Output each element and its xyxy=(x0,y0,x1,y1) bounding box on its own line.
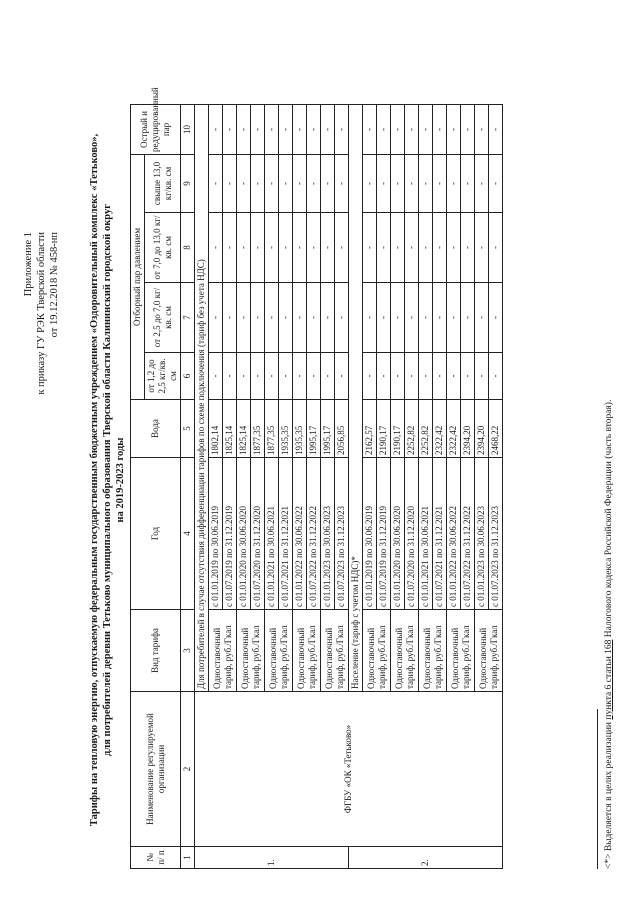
empty-value-dash: - xyxy=(419,104,433,154)
empty-value-dash: - xyxy=(279,353,293,400)
empty-value-dash: - xyxy=(223,154,237,212)
tariff-period: с 01.01.2021 по 30.06.2021 xyxy=(265,458,279,610)
document-title xyxy=(88,95,127,865)
empty-value-dash: - xyxy=(447,283,461,353)
water-tariff-value: 1825,14 xyxy=(223,400,237,458)
empty-value-dash: - xyxy=(223,104,237,154)
empty-value-dash: - xyxy=(335,104,349,154)
water-tariff-value: 2190,17 xyxy=(377,400,391,458)
water-tariff-value: 2468,22 xyxy=(489,400,503,458)
section-title: Для потребителей в случае отсутствия дифференциации тарифов по схеме подключения (тариф без учета НДС) xyxy=(195,104,209,691)
header-index-cell: 5 xyxy=(181,400,195,458)
tariff-period: с 01.01.2022 по 30.06.2022 xyxy=(447,458,461,610)
tariff-period: с 01.07.2022 по 31.12.2022 xyxy=(307,458,321,610)
empty-value-dash: - xyxy=(293,154,307,212)
empty-value-dash: - xyxy=(251,154,265,212)
empty-value-dash: - xyxy=(419,213,433,283)
appendix-line-1: Приложение 1 xyxy=(23,232,34,297)
header-vid: Вид тарифа xyxy=(131,610,181,692)
tariff-table xyxy=(130,87,503,869)
empty-value-dash: - xyxy=(433,154,447,212)
water-tariff-value: 2394,20 xyxy=(475,400,489,458)
header-index-cell: 2 xyxy=(181,692,195,847)
empty-value-dash: - xyxy=(405,283,419,353)
water-tariff-value: 2056,85 xyxy=(335,400,349,458)
empty-value-dash: - xyxy=(293,353,307,400)
empty-value-dash: - xyxy=(377,213,391,283)
empty-value-dash: - xyxy=(237,213,251,283)
empty-value-dash: - xyxy=(293,283,307,353)
empty-value-dash: - xyxy=(391,213,405,283)
tariff-type: Одноставочный тариф, руб./Гкал xyxy=(391,610,419,692)
empty-value-dash: - xyxy=(209,283,223,353)
empty-value-dash: - xyxy=(251,283,265,353)
tariff-type: Одноставочный тариф, руб./Гкал xyxy=(265,610,293,692)
water-tariff-value: 1935,35 xyxy=(293,400,307,458)
tariff-type: Одноставочный тариф, руб./Гкал xyxy=(475,610,503,692)
empty-value-dash: - xyxy=(335,353,349,400)
empty-value-dash: - xyxy=(447,213,461,283)
empty-value-dash: - xyxy=(489,283,503,353)
empty-value-dash: - xyxy=(279,213,293,283)
empty-value-dash: - xyxy=(433,104,447,154)
water-tariff-value: 1825,14 xyxy=(237,400,251,458)
tariff-period: с 01.07.2023 по 31.12.2023 xyxy=(335,458,349,610)
empty-value-dash: - xyxy=(447,154,461,212)
header-index-cell: 4 xyxy=(181,458,195,610)
water-tariff-value: 1877,35 xyxy=(251,400,265,458)
header-index-cell: 6 xyxy=(181,353,195,400)
empty-value-dash: - xyxy=(377,353,391,400)
tariff-period: с 01.07.2022 по 31.12.2022 xyxy=(461,458,475,610)
header-index-cell: 7 xyxy=(181,283,195,353)
header-index-cell: 8 xyxy=(181,213,195,283)
empty-value-dash: - xyxy=(237,154,251,212)
section-number: 2. xyxy=(349,847,503,869)
tariff-period: с 01.07.2019 по 31.12.2019 xyxy=(223,458,237,610)
empty-value-dash: - xyxy=(461,353,475,400)
water-tariff-value: 1877,35 xyxy=(265,400,279,458)
empty-value-dash: - xyxy=(461,213,475,283)
tariff-period: с 01.07.2023 по 31.12.2023 xyxy=(489,458,503,610)
empty-value-dash: - xyxy=(307,213,321,283)
empty-value-dash: - xyxy=(237,283,251,353)
header-row-1 xyxy=(131,104,145,868)
table-body xyxy=(195,104,503,868)
empty-value-dash: - xyxy=(363,104,377,154)
empty-value-dash: - xyxy=(307,154,321,212)
empty-value-dash: - xyxy=(265,104,279,154)
empty-value-dash: - xyxy=(419,283,433,353)
empty-value-dash: - xyxy=(405,154,419,212)
tariff-type: Одноставочный тариф, руб./Гкал xyxy=(447,610,475,692)
footnote-pre: <*> Выделяется в целях реализации xyxy=(604,719,614,869)
empty-value-dash: - xyxy=(307,283,321,353)
section-number: 1. xyxy=(195,847,349,869)
empty-value-dash: - xyxy=(475,353,489,400)
empty-value-dash: - xyxy=(321,353,335,400)
empty-value-dash: - xyxy=(279,283,293,353)
tariff-period: с 01.01.2021 по 30.06.2021 xyxy=(419,458,433,610)
footnote-link[interactable]: пункта 6 статьи 168 xyxy=(604,639,614,720)
empty-value-dash: - xyxy=(223,213,237,283)
empty-value-dash: - xyxy=(377,283,391,353)
water-tariff-value: 2394,20 xyxy=(461,400,475,458)
empty-value-dash: - xyxy=(363,154,377,212)
empty-value-dash: - xyxy=(335,213,349,283)
water-tariff-value: 1802,14 xyxy=(209,400,223,458)
header-p1: от 1,2 до 2,5 кг/кв. см xyxy=(145,353,181,400)
appendix-line-3: от 19.12.2018 № 458-нп xyxy=(49,232,60,338)
footnote xyxy=(604,400,614,869)
header-ostr: Острый и редуцированный пар xyxy=(131,104,181,154)
appendix-line-2: к приказу ГУ РЭК Тверской области xyxy=(36,232,47,395)
empty-value-dash: - xyxy=(433,213,447,283)
empty-value-dash: - xyxy=(461,283,475,353)
empty-value-dash: - xyxy=(307,353,321,400)
water-tariff-value: 1995,17 xyxy=(321,400,335,458)
empty-value-dash: - xyxy=(377,104,391,154)
empty-value-dash: - xyxy=(237,104,251,154)
empty-value-dash: - xyxy=(405,353,419,400)
empty-value-dash: - xyxy=(251,353,265,400)
empty-value-dash: - xyxy=(363,353,377,400)
header-index-cell: 10 xyxy=(181,104,195,154)
water-tariff-value: 2190,17 xyxy=(391,400,405,458)
tariff-period: с 01.01.2020 по 30.06.2020 xyxy=(237,458,251,610)
tariff-type: Одноставочный тариф, руб./Гкал xyxy=(363,610,391,692)
empty-value-dash: - xyxy=(489,353,503,400)
empty-value-dash: - xyxy=(377,154,391,212)
empty-value-dash: - xyxy=(391,154,405,212)
empty-value-dash: - xyxy=(475,283,489,353)
tariff-period: с 01.01.2019 по 30.06.2019 xyxy=(363,458,377,610)
empty-value-dash: - xyxy=(335,154,349,212)
section-row xyxy=(195,104,209,868)
empty-value-dash: - xyxy=(321,283,335,353)
header-god: Год xyxy=(131,458,181,610)
water-tariff-value: 2162,57 xyxy=(363,400,377,458)
empty-value-dash: - xyxy=(265,353,279,400)
water-tariff-value: 2252,82 xyxy=(405,400,419,458)
empty-value-dash: - xyxy=(475,104,489,154)
empty-value-dash: - xyxy=(363,283,377,353)
water-tariff-value: 2322,42 xyxy=(447,400,461,458)
water-tariff-value: 1935,35 xyxy=(279,400,293,458)
header-org: Наименование регулируемой организации xyxy=(131,692,181,847)
section-title: Население (тариф с учетом НДС)* xyxy=(349,104,363,691)
empty-value-dash: - xyxy=(279,104,293,154)
empty-value-dash: - xyxy=(461,104,475,154)
tariff-period: с 01.01.2022 по 30.06.2022 xyxy=(293,458,307,610)
header-steam: Отборный пар давлением xyxy=(131,154,145,399)
empty-value-dash: - xyxy=(391,353,405,400)
empty-value-dash: - xyxy=(475,213,489,283)
header-index-row xyxy=(181,104,195,868)
empty-value-dash: - xyxy=(405,104,419,154)
empty-value-dash: - xyxy=(293,213,307,283)
empty-value-dash: - xyxy=(293,104,307,154)
empty-value-dash: - xyxy=(321,154,335,212)
empty-value-dash: - xyxy=(251,213,265,283)
empty-value-dash: - xyxy=(363,213,377,283)
header-voda: Вода xyxy=(131,400,181,458)
tariff-period: с 01.07.2019 по 31.12.2019 xyxy=(377,458,391,610)
tariff-type: Одноставочный тариф, руб./Гкал xyxy=(293,610,321,692)
empty-value-dash: - xyxy=(419,154,433,212)
empty-value-dash: - xyxy=(489,154,503,212)
water-tariff-value: 1995,17 xyxy=(307,400,321,458)
empty-value-dash: - xyxy=(209,213,223,283)
title-line-1: Тарифы на тепловую энергию, отпускаемую федеральным государственным бюджетным учреждением «Оздоровительный комплекс «Тетьково», xyxy=(89,133,100,827)
empty-value-dash: - xyxy=(335,283,349,353)
empty-value-dash: - xyxy=(489,213,503,283)
tariff-period: с 01.01.2023 по 30.06.2023 xyxy=(321,458,335,610)
empty-value-dash: - xyxy=(489,104,503,154)
empty-value-dash: - xyxy=(265,154,279,212)
header-index-cell: 9 xyxy=(181,154,195,212)
empty-value-dash: - xyxy=(307,104,321,154)
empty-value-dash: - xyxy=(209,353,223,400)
empty-value-dash: - xyxy=(237,353,251,400)
empty-value-dash: - xyxy=(209,154,223,212)
header-p3: от 7,0 до 13,0 кг/кв. см xyxy=(145,213,181,283)
empty-value-dash: - xyxy=(391,283,405,353)
header-num: № п/ п xyxy=(131,847,181,869)
tariff-period: с 01.01.2019 по 30.06.2019 xyxy=(209,458,223,610)
tariff-period: с 01.07.2021 по 31.12.2021 xyxy=(279,458,293,610)
empty-value-dash: - xyxy=(405,213,419,283)
title-line-2: для потребителей деревни Тетьково муниципального образования Тверской области Калининский городской округ xyxy=(102,204,113,756)
empty-value-dash: - xyxy=(419,353,433,400)
tariff-period: с 01.07.2020 по 31.12.2020 xyxy=(251,458,265,610)
empty-value-dash: - xyxy=(321,213,335,283)
empty-value-dash: - xyxy=(265,283,279,353)
empty-value-dash: - xyxy=(447,353,461,400)
tariff-type: Одноставочный тариф, руб./Гкал xyxy=(321,610,349,692)
footnote-post: Налогового кодекса Российской Федерации (часть вторая). xyxy=(604,399,614,640)
header-index-cell: 3 xyxy=(181,610,195,692)
tariff-period: с 01.07.2020 по 31.12.2020 xyxy=(405,458,419,610)
tariff-period: с 01.07.2021 по 31.12.2021 xyxy=(433,458,447,610)
empty-value-dash: - xyxy=(447,104,461,154)
appendix-header xyxy=(22,232,61,492)
empty-value-dash: - xyxy=(321,104,335,154)
header-index-cell: 1 xyxy=(181,847,195,869)
title-line-3: на 2019-2023 годы xyxy=(115,437,126,523)
empty-value-dash: - xyxy=(475,154,489,212)
empty-value-dash: - xyxy=(279,154,293,212)
tariff-type: Одноставочный тариф, руб./Гкал xyxy=(419,610,447,692)
header-p2: от 2,5 до 7,0 кг/кв. см xyxy=(145,283,181,353)
empty-value-dash: - xyxy=(209,104,223,154)
empty-value-dash: - xyxy=(433,353,447,400)
organization-name: ФГБУ «ОК «Тетьково» xyxy=(195,692,503,847)
tariff-type: Одноставочный тариф, руб./Гкал xyxy=(209,610,237,692)
empty-value-dash: - xyxy=(433,283,447,353)
tariff-period: с 01.01.2020 по 30.06.2020 xyxy=(391,458,405,610)
empty-value-dash: - xyxy=(223,353,237,400)
header-p4: свыше 13,0 кг/кв. см xyxy=(145,154,181,212)
empty-value-dash: - xyxy=(461,154,475,212)
water-tariff-value: 2322,42 xyxy=(433,400,447,458)
tariff-period: с 01.01.2023 по 30.06.2023 xyxy=(475,458,489,610)
footnote-rule xyxy=(597,709,598,869)
empty-value-dash: - xyxy=(251,104,265,154)
empty-value-dash: - xyxy=(265,213,279,283)
empty-value-dash: - xyxy=(391,104,405,154)
tariff-type: Одноставочный тариф, руб./Гкал xyxy=(237,610,265,692)
water-tariff-value: 2252,82 xyxy=(419,400,433,458)
empty-value-dash: - xyxy=(223,283,237,353)
